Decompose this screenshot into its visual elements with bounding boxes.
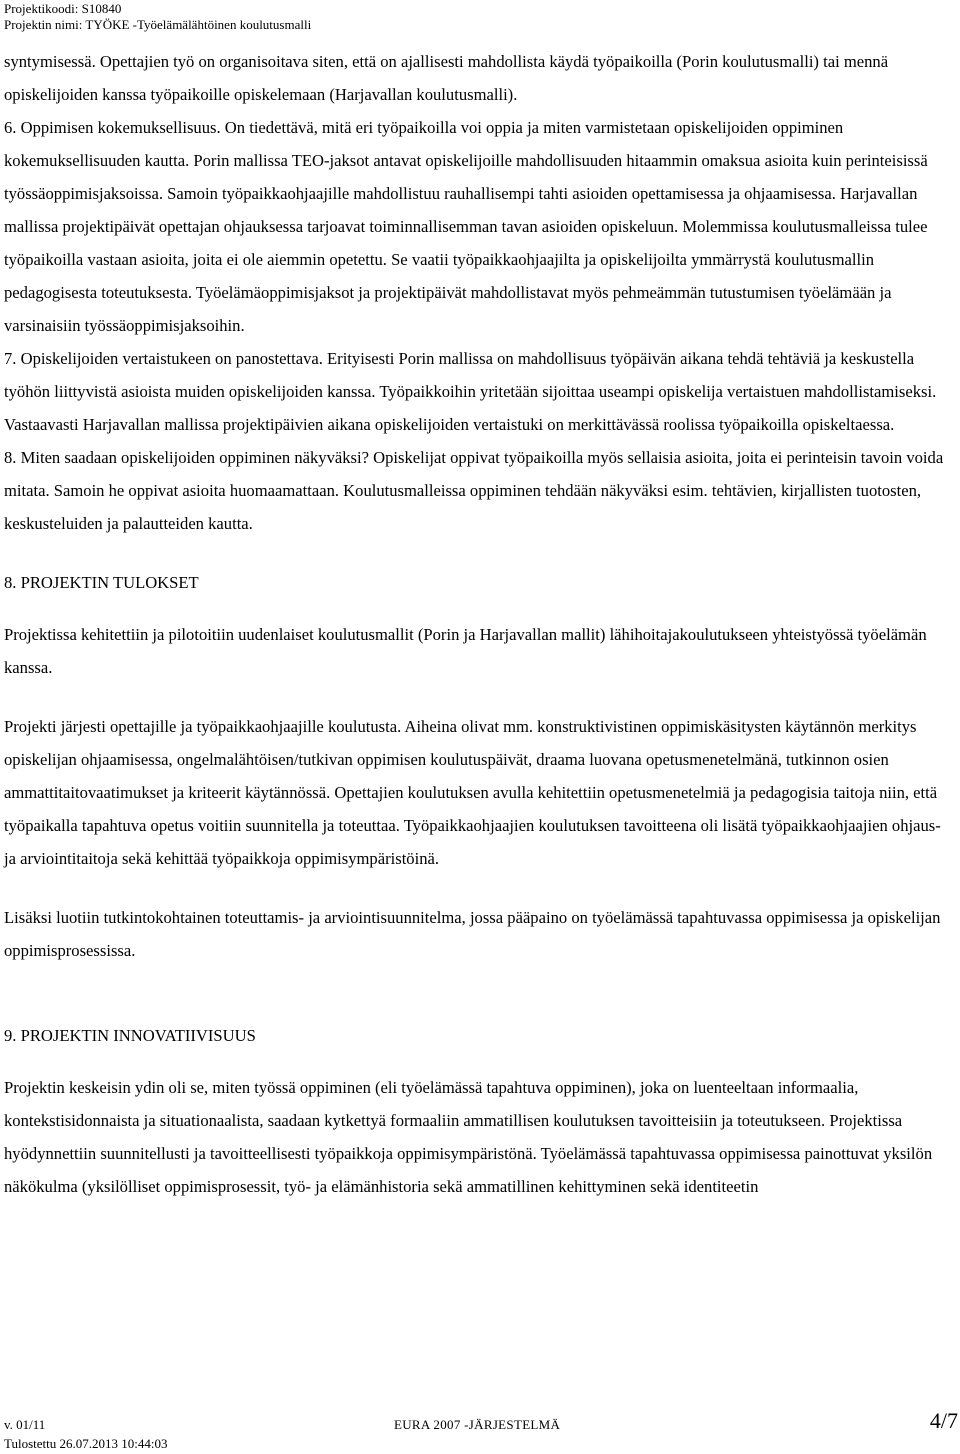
project-name: Projektin nimi: TYÖKE -Työelämälähtöinen koulutusmalli [4, 17, 312, 32]
spacer [4, 1052, 950, 1071]
version-label: v. 01/11 [4, 1417, 46, 1432]
spacer [4, 684, 950, 710]
body-paragraph: syntymisessä. Opettajien työ on organisoitava siten, että on ajallisesti mahdollista käydä työpaikoilla (Porin koulutusmalli) tai mennä opiskelijoiden kanssa työpaikoille opiskelemaan (Harjavallan koulutusmalli). [4, 52, 889, 104]
body-paragraph: 8. Miten saadaan opiskelijoiden oppiminen näkyväksi? Opiskelijat oppivat työpaikoilla myös sellaisia asioita, joita ei perinteisin tavoin voida mitata. Samoin he oppivat asioita huomaamattaan. Koulutusmalleissa oppiminen tehdään näkyväksi esim. tehtävien, kirjallisten tuotosten, keskusteluiden ja palautteiden kautta. [4, 448, 944, 533]
spacer [4, 540, 950, 566]
document-body [4, 45, 950, 1203]
spacer [4, 599, 950, 618]
section-heading: 9. PROJEKTIN INNOVATIIVISUUS [4, 1026, 256, 1045]
body-paragraph: 6. Oppimisen kokemuksellisuus. On tiedettävä, mitä eri työpaikoilla voi oppia ja miten varmistetaan opiskelijoiden oppiminen kokemuksellisuuden kautta. Porin mallissa TEO-jaksot antavat opiskelijoille mahdollisuuden hitaammin omaksua asioita kuin perinteisissä työssäoppimisjaksoissa. Samoin työpaikkaohjaajille mahdollistuu rauhallisempi tahti asioiden opettamisessa ja ohjaamisessa. Harjavallan mallissa projektipäivät opettajan ohjauksessa tarjoavat toiminnallisemman tavan asioiden opiskeluun. Molemmissa koulutusmalleissa tulee työpaikoilla vastaan asioita, joita ei ole aiemmin opetettu. Se vaatii työpaikkaohjaajilta ja opiskelijoilta ymmärrystä koulutusmallin pedagogisesta toteutuksesta. Työelämäoppimisjaksot ja projektipäivät mahdollistavat myös pehmeämmän tutustumisen työelämään ja varsinaisiin työssäoppimisjaksoihin. [4, 118, 928, 335]
page-footer [4, 1404, 958, 1454]
page-header [4, 1, 954, 33]
system-label: EURA 2007 -JÄRJESTELMÄ [394, 1417, 561, 1432]
printed-timestamp: Tulostettu 26.07.2013 10:44:03 [4, 1436, 168, 1451]
body-paragraph: Projekti järjesti opettajille ja työpaikkaohjaajille koulutusta. Aiheina olivat mm. konstruktivistinen oppimiskäsitysten käytännön merkitys opiskelijan ohjaamisessa, ongelmalähtöisen/tutkivan oppimisen koulutuspäivät, draama luovana opetusmenetelmänä, tutkinnon osien ammattitaitovaatimukset ja kriteerit käytännössä. Opettajien koulutuksen avulla kehitettiin opetusmenetelmiä ja pedagogisia taitoja niin, että työpaikalla tapahtuva opetus voitiin suunnitella ja toteuttaa. Työpaikkaohjaajien koulutuksen tavoitteena oli lisätä työpaikkaohjaajien ohjaus- ja arviointitaitoja sekä kehittää työpaikkoja oppimisympäristöinä. [4, 717, 941, 868]
spacer [4, 967, 950, 1019]
spacer [4, 875, 950, 901]
project-code: Projektikoodi: S10840 [4, 1, 122, 16]
body-paragraph: Projektin keskeisin ydin oli se, miten työssä oppiminen (eli työelämässä tapahtuva oppiminen), joka on luenteeltaan informaalia, kontekstisidonnaista ja situationaalista, saadaan kytkettyä formaaliin ammatillisen koulutuksen tavoitteisiin ja toteutukseen. Projektissa hyödynnettiin suunnitellusti ja tavoitteellisesti työpaikkoja oppimisympäristönä. Työelämässä tapahtuvassa oppimisessa painottuvat yksilön näkökulma (yksilölliset oppimisprosessit, työ- ja elämänhistoria sekä ammatillinen kehittyminen sekä identiteetin [4, 1078, 933, 1196]
body-paragraph: 7. Opiskelijoiden vertaistukeen on panostettava. Erityisesti Porin mallissa on mahdollisuus työpäivän aikana tehdä tehtäviä ja keskustella työhön liittyvistä asioista muiden opiskelijoiden kanssa. Työpaikkoihin yritetään sijoittaa useampi opiskelija vertaistuen mahdollistamiseksi. Vastaavasti Harjavallan mallissa projektipäivien aikana opiskelijoiden vertaistuki on merkittävässä roolissa työpaikoilla opiskeltaessa. [4, 349, 937, 434]
body-paragraph: Projektissa kehitettiin ja pilotoitiin uudenlaiset koulutusmallit (Porin ja Harjavallan mallit) lähihoitajakoulutukseen yhteistyössä työelämän kanssa. [4, 625, 927, 677]
page-number: 4/7 [929, 1408, 958, 1433]
body-paragraph: Lisäksi luotiin tutkintokohtainen toteuttamis- ja arviointisuunnitelma, jossa pääpaino on työelämässä tapahtuvassa oppimisessa ja opiskelijan oppimisprosessissa. [4, 908, 941, 960]
section-heading: 8. PROJEKTIN TULOKSET [4, 573, 199, 592]
